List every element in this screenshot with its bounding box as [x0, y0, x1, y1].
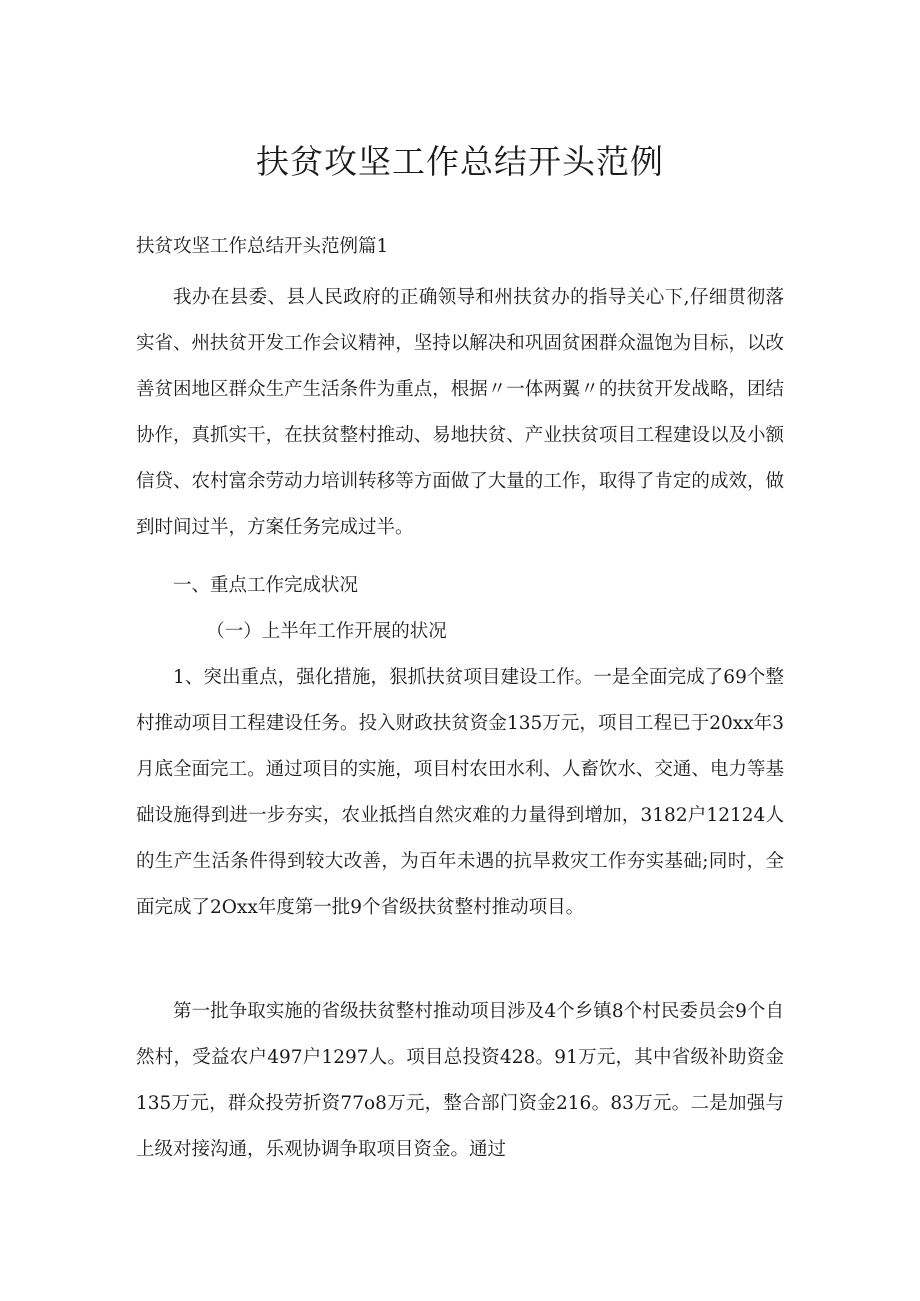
paragraph-item-1: 1、突出重点，强化措施，狠抓扶贫项目建设工作。一是全面完成了69个整村推动项目工程建设任务。投入财政扶贫资金135万元，项目工程已于20xx年3月底全面完工。通过项目的实施，项目村农田水利、人畜饮水、交通、电力等基础设施得到进一步夯实，农业抵挡自然灾难的力量得到增加，3182户12124人的生产生活条件得到较大改善，为百年未遇的抗旱救灾工作夯实基础;同时，全面完成了2Oxx年度第一批9个省级扶贫整村推动项目。: [136, 667, 784, 918]
section-heading: 一、重点工作完成状况: [173, 575, 359, 596]
paragraph-first-batch: 第一批争取实施的省级扶贫整村推动项目涉及4个乡镇8个村民委员会9个自然村，受益农户497户1297人。项目总投资428。91万元，其中省级补助资金135万元，群众投劳折资77o8万元，整合部门资金216。83万元。二是加强与上级对接沟通，乐观协调争取项目资金。通过: [136, 1001, 784, 1160]
document-title: 扶贫攻坚工作总结开头范例: [256, 142, 664, 181]
paragraph-intro: 我办在县委、县人民政府的正确领导和州扶贫办的指导关心下,仔细贯彻落实省、州扶贫开发工作会议精神，坚持以解决和巩固贫困群众温饱为目标，以改善贫困地区群众生产生活条件为重点，根据〃一体两翼〃的扶贫开发战略，团结协作，真抓实干，在扶贫整村推动、易地扶贫、产业扶贫项目工程建设以及小额信贷、农村富余劳动力培训转移等方面做了大量的工作，取得了肯定的成效，做到时间过半，方案任务完成过半。: [136, 287, 784, 538]
document-subtitle: 扶贫攻坚工作总结开头范例篇1: [136, 236, 389, 257]
subsection-heading: （一）上半年工作开展的状况: [206, 621, 447, 642]
